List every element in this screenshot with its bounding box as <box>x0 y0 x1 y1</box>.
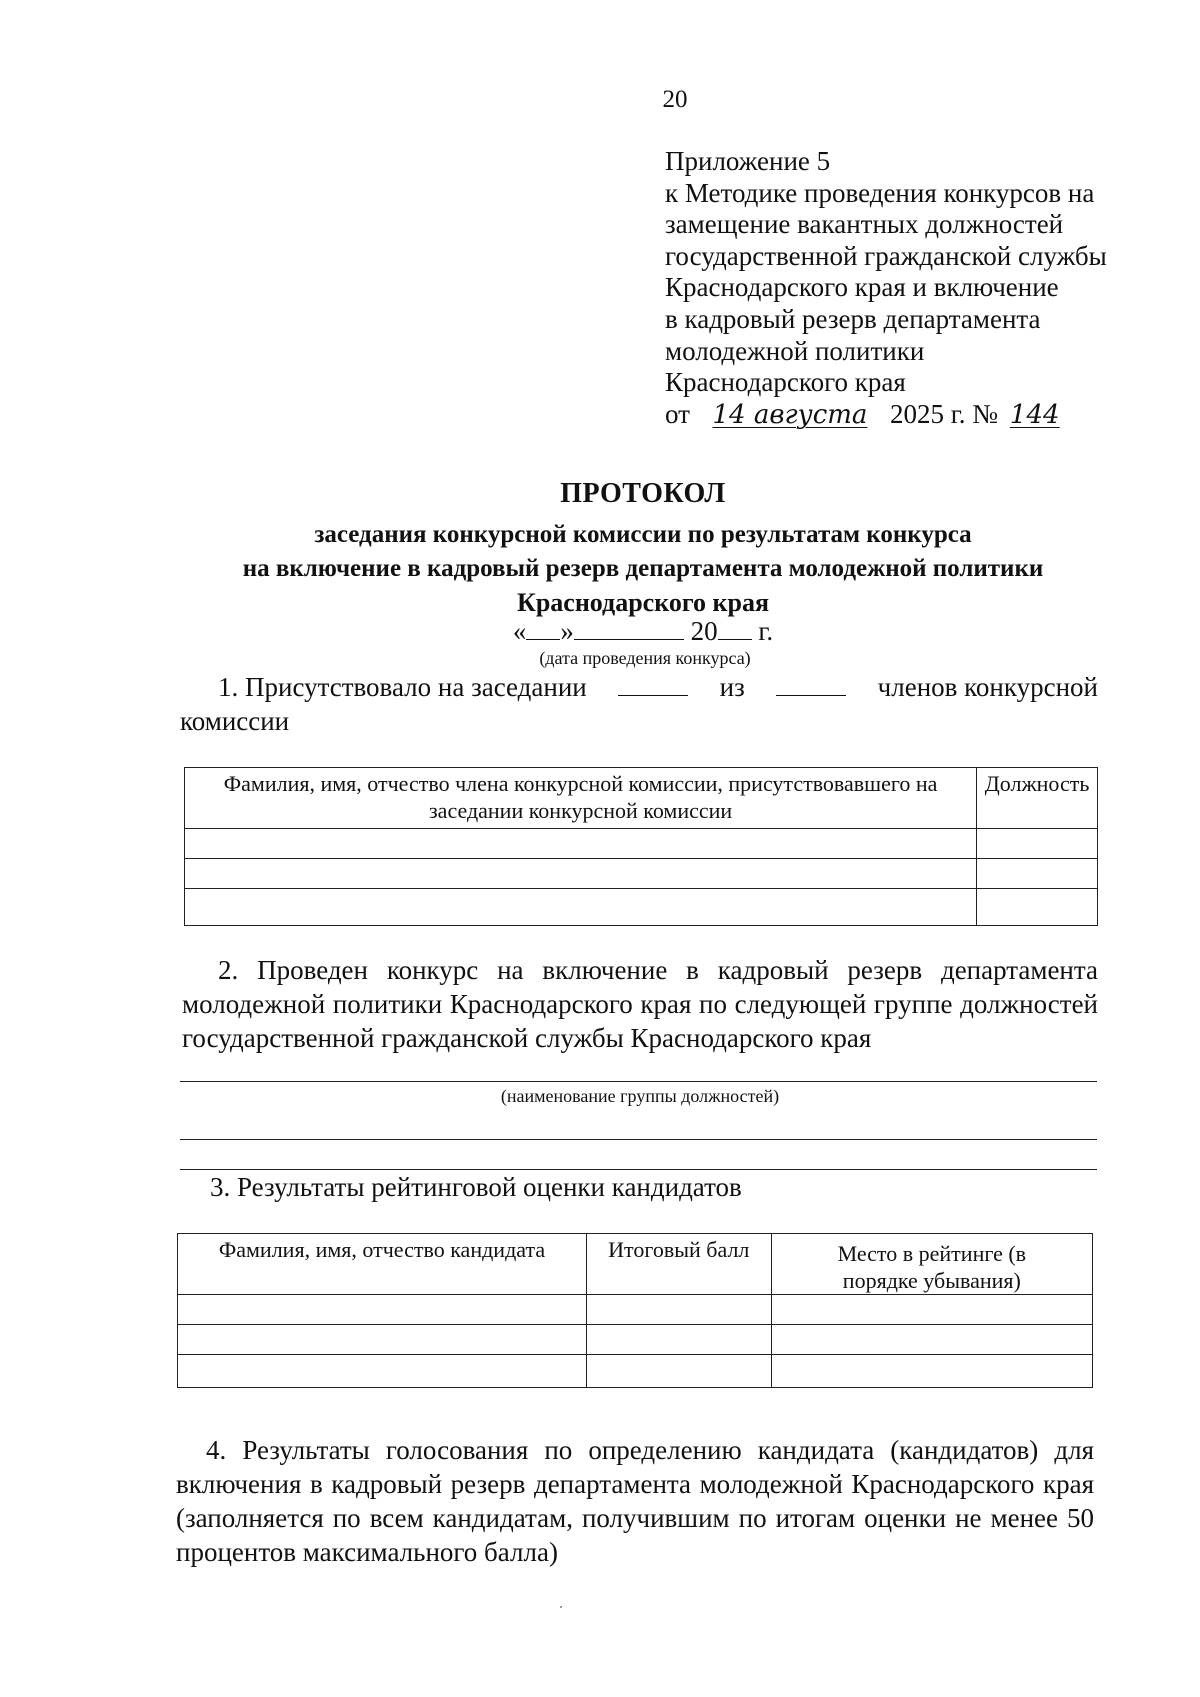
day-blank <box>526 617 560 640</box>
table-cell <box>586 1355 771 1388</box>
table-row <box>185 889 1098 926</box>
header-cell: Фамилия, имя, отчество члена конкурсной комиссии, присутствовавшего на заседании конкурсной комиссии <box>185 768 977 829</box>
section-1-text <box>180 670 1098 738</box>
appendix-date-line <box>665 399 1107 432</box>
appendix-line: Краснодарского края и включение <box>665 272 1059 303</box>
rating-table <box>177 1233 1093 1388</box>
table-cell <box>586 1325 771 1355</box>
table-header-row <box>178 1234 1093 1295</box>
table-cell <box>771 1325 1092 1355</box>
table-row <box>178 1355 1093 1388</box>
header-cell: Место в рейтинге (в порядке убывания) <box>771 1234 1092 1295</box>
appendix-line: Приложение 5 <box>665 146 831 176</box>
table-cell <box>977 829 1098 859</box>
subtitle-line: на включение в кадровый резерв департамента молодежной политики <box>242 555 1044 582</box>
page-number: 20 <box>662 86 688 113</box>
document-subtitle <box>0 518 1200 620</box>
section-1-part1: 1. Присутствовало на заседании <box>218 672 587 702</box>
section-1-line2: комиссии <box>180 706 290 736</box>
appendix-line: замещение вакантных должностей <box>665 209 1064 240</box>
scan-speck <box>560 1606 562 1608</box>
subtitle-line: Краснодарского края <box>516 588 770 617</box>
section-1-part2: из <box>719 672 745 702</box>
month-blank <box>574 617 684 640</box>
section-3-text: 3. Результаты рейтинговой оценки кандидатов <box>210 1172 742 1202</box>
table-cell <box>178 1295 587 1325</box>
table-cell <box>185 829 977 859</box>
header-cell: Фамилия, имя, отчество кандидата <box>178 1234 587 1295</box>
date-prefix: от <box>665 398 690 429</box>
table-header-row <box>185 768 1098 829</box>
table-cell <box>178 1355 587 1388</box>
appendix-line: молодежной политики <box>665 335 925 366</box>
year-prefix: 20 <box>690 616 718 646</box>
close-quote: » <box>560 616 574 646</box>
table-cell <box>185 859 977 889</box>
date-caption: (дата проведения конкурса) <box>539 648 751 668</box>
section-1-part3: членов конкурсной <box>877 672 1098 702</box>
appendix-block <box>665 146 1107 431</box>
table-row <box>178 1295 1093 1325</box>
group-name-line <box>180 1081 1097 1082</box>
appendix-line: к Методике проведения конкурсов на <box>665 177 1095 208</box>
total-count-blank <box>776 673 846 696</box>
open-quote: « <box>512 616 527 646</box>
table-cell <box>977 859 1098 889</box>
subtitle-line: заседания конкурсной комиссии по результатам конкурса <box>314 521 972 548</box>
date-field <box>0 616 1200 647</box>
commission-members-table <box>184 767 1098 926</box>
header-cell: Должность <box>977 768 1098 829</box>
table-cell <box>771 1355 1092 1388</box>
present-count-blank <box>618 673 688 696</box>
table-cell <box>586 1295 771 1325</box>
handwritten-number: 144 <box>1009 399 1060 430</box>
year-suffix: г. <box>758 616 774 646</box>
table-row <box>178 1325 1093 1355</box>
header-cell: Итоговый балл <box>586 1234 771 1295</box>
group-name-caption: (наименование группы должностей) <box>500 1086 780 1106</box>
table-row <box>185 859 1098 889</box>
table-cell <box>185 889 977 926</box>
group-name-line <box>180 1139 1097 1140</box>
table-cell <box>977 889 1098 926</box>
appendix-line: в кадровый резерв департамента <box>665 303 1041 334</box>
year-blank <box>718 617 752 640</box>
handwritten-date: 14 августа <box>712 399 868 430</box>
table-cell <box>178 1325 587 1355</box>
section-2-text: 2. Проведен конкурс на включение в кадровый резерв департамента молодежной политики Краснодарского края по следующей группе должностей государственной гражданской службы Краснодарского края <box>182 955 1098 1053</box>
year-text: 2025 г. № <box>889 398 998 429</box>
table-row <box>185 829 1098 859</box>
appendix-line: государственной гражданской службы <box>665 240 1107 271</box>
section-4-text: 4. Результаты голосования по определению кандидата (кандидатов) для включения в кадровый резерв департамента молодежной Краснодарского края (заполняется по всем кандидатам, получившим по итогам оценки не менее 50 процентов максимального балла) <box>176 1435 1094 1567</box>
document-title: ПРОТОКОЛ <box>560 478 726 509</box>
appendix-line: Краснодарского края <box>665 367 906 398</box>
table-cell <box>771 1295 1092 1325</box>
